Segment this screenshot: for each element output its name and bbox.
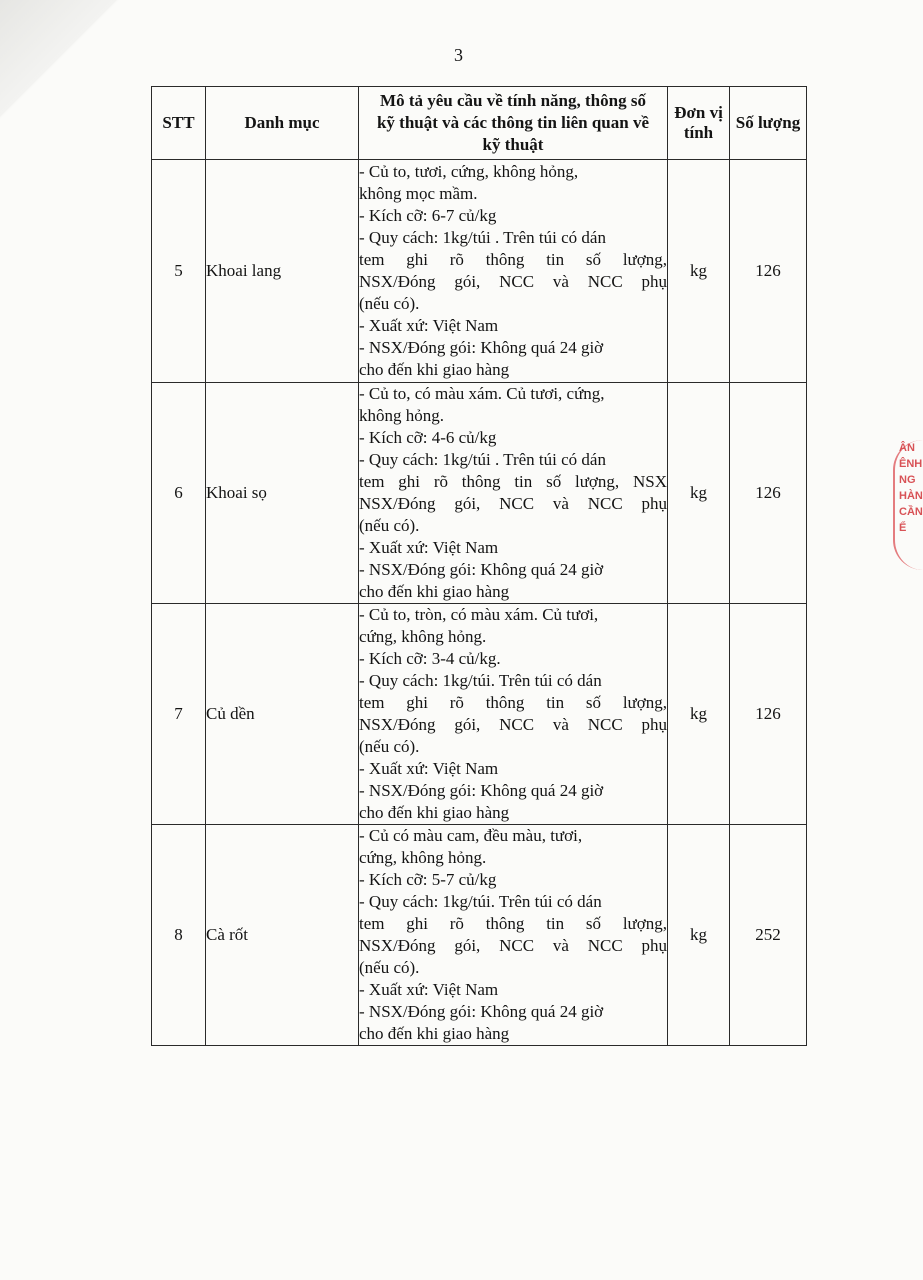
description-line: - NSX/Đóng gói: Không quá 24 giờ [359,781,604,800]
description-line: cho đến khi giao hàng [359,803,510,822]
row-category-name: Củ dền [206,604,359,825]
table-row [152,825,807,1046]
row-unit: kg [668,383,730,604]
description-line: - Quy cách: 1kg/túi . Trên túi có dán [359,450,606,469]
description-line: tem ghi rõ thông tin số lượng, [359,914,667,933]
description-line: (nếu có). [359,737,420,756]
row-quantity: 126 [730,160,807,383]
description-line: cho đến khi giao hàng [359,1024,510,1043]
row-quantity: 126 [730,383,807,604]
description-line: - NSX/Đóng gói: Không quá 24 giờ [359,1002,604,1021]
row-quantity: 252 [730,825,807,1046]
row-description [359,160,668,383]
row-category-name: Cà rốt [206,825,359,1046]
row-stt: 7 [152,604,206,825]
description-line: NSX/Đóng gói, NCC và NCC phụ [359,272,667,291]
description-line: không mọc mầm. [359,184,478,203]
description-line: - Kích cỡ: 6-7 củ/kg [359,206,497,225]
description-line: NSX/Đóng gói, NCC và NCC phụ [359,715,667,734]
description-line: tem ghi rõ thông tin số lượng, [359,250,667,269]
description-line: - Xuất xứ: Việt Nam [359,316,499,335]
description-line: tem ghi rõ thông tin số lượng, NSX [359,472,667,491]
page-fold-corner [0,0,140,150]
row-unit: kg [668,160,730,383]
row-stt: 5 [152,160,206,383]
header-quantity: Số lượng [730,87,807,160]
row-unit: kg [668,604,730,825]
description-line: - Quy cách: 1kg/túi. Trên túi có dán [359,671,602,690]
row-category-name: Khoai sọ [206,383,359,604]
description-line: (nếu có). [359,516,420,535]
description-line: - Quy cách: 1kg/túi . Trên túi có dán [359,228,606,247]
page-number: 3 [454,45,463,65]
description-line: - Củ to, có màu xám. Củ tươi, cứng, [359,384,605,403]
description-line: cứng, không hỏng. [359,848,487,867]
row-stt: 6 [152,383,206,604]
description-line: - Xuất xứ: Việt Nam [359,759,499,778]
description-line: NSX/Đóng gói, NCC và NCC phụ [359,936,667,955]
header-stt: STT [152,87,206,160]
description-line: - Kích cỡ: 5-7 củ/kg [359,870,497,889]
table-row [152,383,807,604]
description-line: không hỏng. [359,406,444,425]
description-line: - Xuất xứ: Việt Nam [359,538,499,557]
description-line: cho đến khi giao hàng [359,360,510,379]
header-description: Mô tả yêu cầu về tính năng, thông số kỹ thuật và các thông tin liên quan về kỹ thuật [359,87,668,160]
table-row [152,160,807,383]
row-description [359,825,668,1046]
description-line: (nếu có). [359,294,420,313]
description-line: tem ghi rõ thông tin số lượng, [359,693,667,712]
table-row [152,604,807,825]
row-description [359,604,668,825]
specification-table [151,86,807,1046]
description-line: - Củ có màu cam, đều màu, tươi, [359,826,583,845]
description-line: - Quy cách: 1kg/túi. Trên túi có dán [359,892,602,911]
description-line: - NSX/Đóng gói: Không quá 24 giờ [359,560,604,579]
red-seal-fragment: ÂN ÊNH NG HÀN CẦN Ể [893,440,923,570]
description-line: NSX/Đóng gói, NCC và NCC phụ [359,494,667,513]
description-line: - Kích cỡ: 3-4 củ/kg. [359,649,501,668]
description-line: - NSX/Đóng gói: Không quá 24 giờ [359,338,604,357]
row-category-name: Khoai lang [206,160,359,383]
row-quantity: 126 [730,604,807,825]
description-line: cho đến khi giao hàng [359,582,510,601]
description-line: (nếu có). [359,958,420,977]
header-category: Danh mục [206,87,359,160]
row-description [359,383,668,604]
description-line: - Củ to, tươi, cứng, không hỏng, [359,162,579,181]
header-unit: Đơn vị tính [668,87,730,160]
row-unit: kg [668,825,730,1046]
description-line: - Kích cỡ: 4-6 củ/kg [359,428,497,447]
description-line: - Củ to, tròn, có màu xám. Củ tươi, [359,605,599,624]
description-line: cứng, không hỏng. [359,627,487,646]
table-header-row [152,87,807,160]
row-stt: 8 [152,825,206,1046]
description-line: - Xuất xứ: Việt Nam [359,980,499,999]
